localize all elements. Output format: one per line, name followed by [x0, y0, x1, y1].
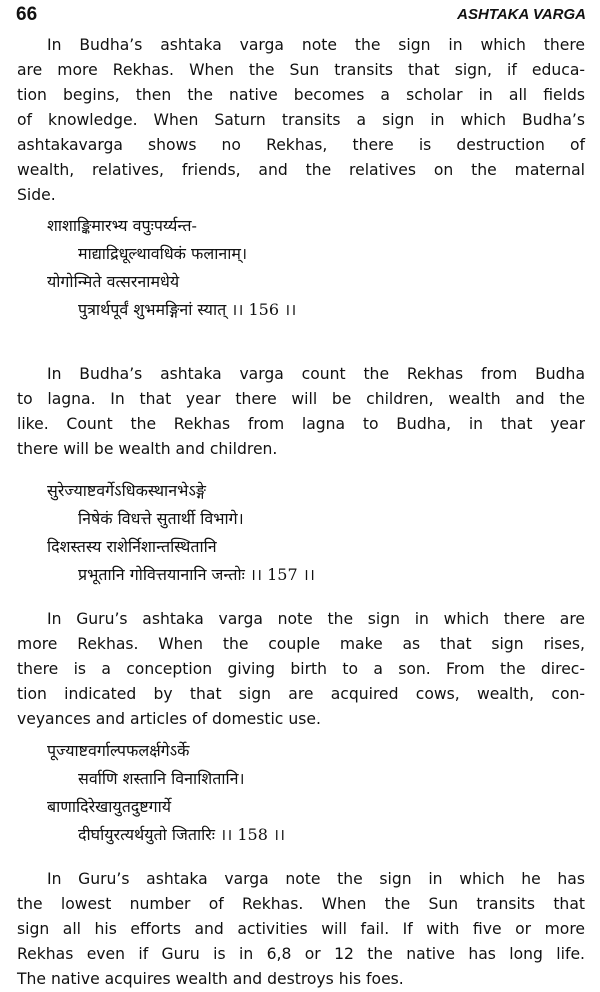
- verse-line: सुरेज्याष्टवर्गेऽधिकस्थानभेऽङ्गे: [47, 481, 206, 500]
- text-line: to lagna. In that year there will be children, wealth and the: [17, 390, 585, 408]
- running-header: [16, 4, 586, 30]
- verse-line: शाशाङ्किमारभ्य वपुःपर्य्यन्त-: [47, 216, 197, 235]
- text-line: there will be wealth and children.: [17, 440, 278, 458]
- verse-line: दिशस्तस्य राशेर्निशान्तस्थितानि: [47, 537, 217, 556]
- verse-line: माद्याद्रिधूल्थावधिकं फलानाम्।: [78, 244, 248, 263]
- paragraph-2: [17, 362, 585, 462]
- page-number: 66: [16, 4, 38, 25]
- text-line: In Guru’s ashtaka varga note the sign in which he has: [47, 870, 585, 888]
- verse-156: [47, 212, 296, 324]
- verse-line: पुत्रार्थपूर्वं शुभमङ्गिनां स्यात् ।। 156 ।।: [78, 300, 297, 319]
- text-line: Side.: [17, 186, 56, 204]
- text-line: tion begins, then the native becomes a scholar in all fields: [17, 86, 585, 104]
- text-line: The native acquires wealth and destroys his foes.: [17, 970, 404, 988]
- text-line: more Rekhas. When the couple make as that sign rises,: [17, 635, 585, 653]
- paragraph-3: [17, 607, 585, 732]
- paragraph-1: [17, 33, 585, 208]
- text-line: veyances and articles of domestic use.: [17, 710, 321, 728]
- verse-line: प्रभूतानि गोवित्तयानानि जन्तोः ।। 157 ।।: [78, 565, 315, 584]
- text-line: In Budha’s ashtaka varga note the sign in which there: [47, 36, 585, 54]
- text-line: like. Count the Rekhas from lagna to Budha, in that year: [17, 415, 585, 433]
- verse-line: पूज्याष्टवर्गाल्पफलर्क्षगेऽर्के: [47, 741, 190, 760]
- text-line: the lowest number of Rekhas. When the Sun transits that: [17, 895, 585, 913]
- text-line: tion indicated by that sign are acquired cows, wealth, con-: [17, 685, 585, 703]
- text-line: there is a conception giving birth to a son. From the direc-: [17, 660, 585, 678]
- paragraph-4: [17, 867, 585, 992]
- verse-line: योगोन्मिते वत्सरनामधेये: [47, 272, 180, 291]
- text-line: ashtakavarga shows no Rekhas, there is destruction of: [17, 136, 585, 154]
- verse-157: [47, 477, 315, 589]
- text-line: are more Rekhas. When the Sun transits that sign, if educa-: [17, 61, 585, 79]
- text-line: sign all his efforts and activities will fail. If with five or more: [17, 920, 585, 938]
- verse-line: बाणादिरेखायुतदुष्टगार्ये: [47, 797, 172, 816]
- text-line: wealth, relatives, friends, and the relatives on the maternal: [17, 161, 585, 179]
- text-line: In Guru’s ashtaka varga note the sign in which there are: [47, 610, 585, 628]
- text-line: of knowledge. When Saturn transits a sign in which Budha’s: [17, 111, 585, 129]
- verse-line: निषेकं विधत्ते सुतार्थी विभागे।: [78, 509, 244, 528]
- verse-line: सर्वाणि शस्तानि विनाशितानि।: [78, 769, 245, 788]
- text-line: Rekhas even if Guru is in 6,8 or 12 the native has long life.: [17, 945, 585, 963]
- verse-line: दीर्घायुरत्यर्थयुतो जितारिः ।। 158 ।।: [78, 825, 286, 844]
- running-title: ASHTAKA VARGA: [457, 6, 586, 23]
- verse-158: [47, 737, 285, 849]
- text-line: In Budha’s ashtaka varga count the Rekhas from Budha: [47, 365, 585, 383]
